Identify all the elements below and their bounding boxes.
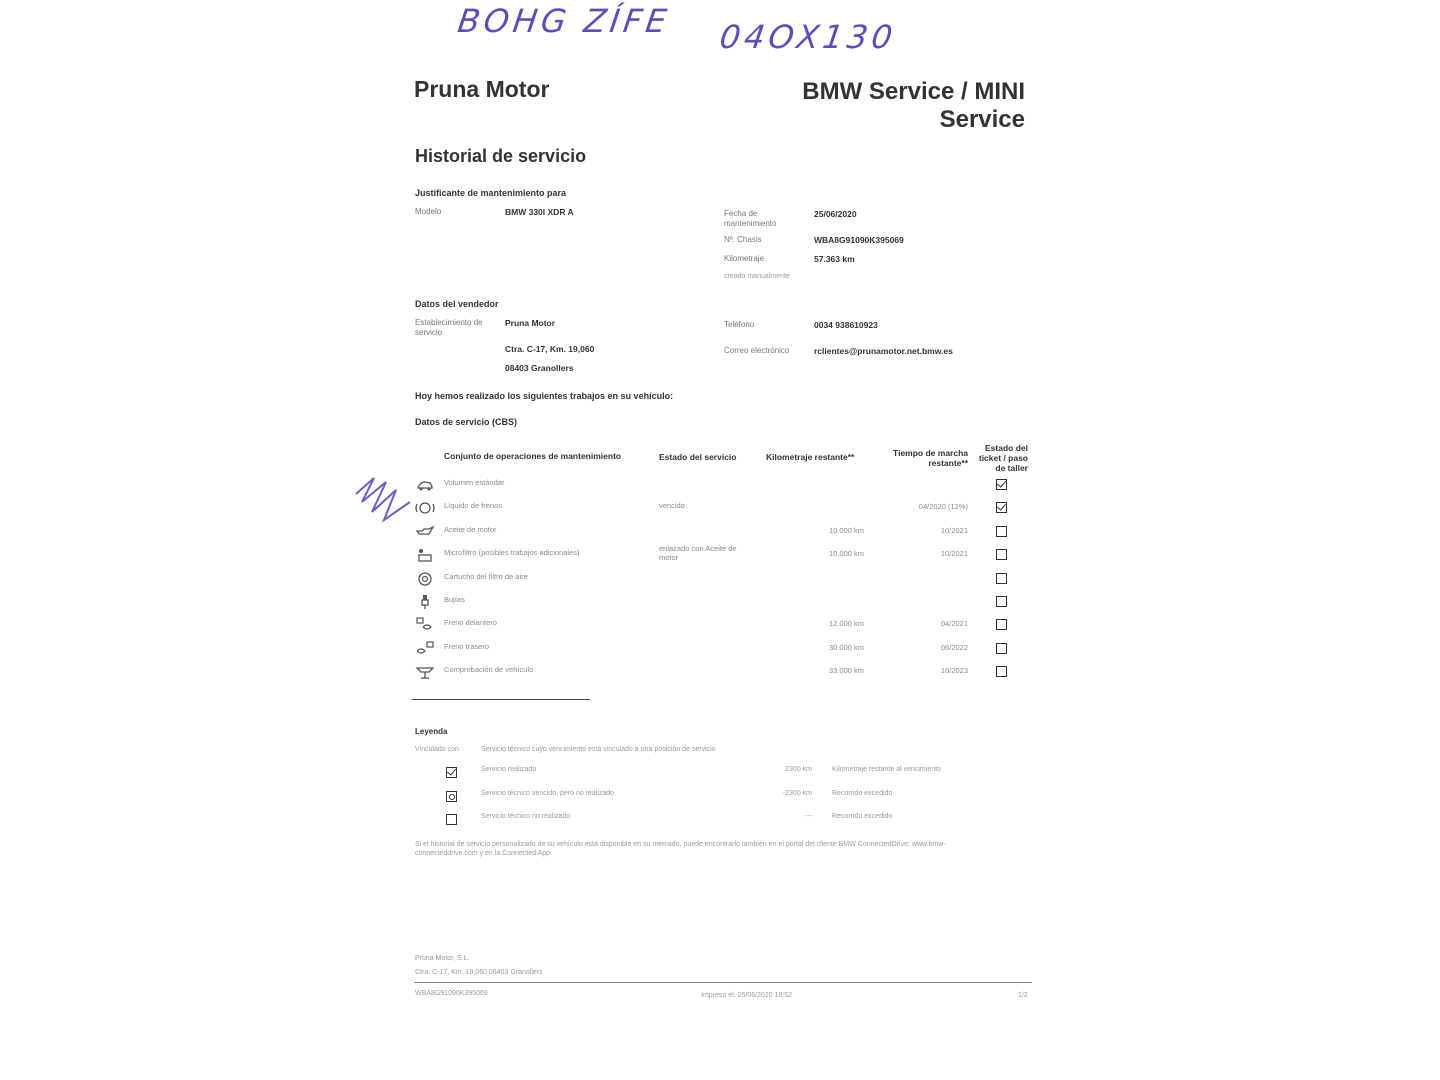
brand-line-2: Service <box>939 106 1025 133</box>
row-time: 04/2021 <box>940 619 968 628</box>
row-ticket-checkbox[interactable] <box>996 643 1007 654</box>
row-km: 33.000 km <box>828 666 864 675</box>
row-time: 10/2021 <box>940 549 968 558</box>
legend-title: Leyenda <box>415 727 448 736</box>
chassis-label: Nº. Chasis <box>724 235 762 244</box>
establishment-label: Establecimiento de servicio <box>415 318 483 337</box>
date-value: 25/06/2020 <box>814 209 857 219</box>
seller-name: Pruna Motor <box>505 318 556 328</box>
row-label: Cartucho del filtro de aire <box>444 572 528 581</box>
seller-street: Ctra. C-17, Km. 19,060 <box>505 344 595 354</box>
email-value: rclientes@prunamotor.net.bmw.es <box>814 346 953 356</box>
model-value: BMW 330I XDR A <box>505 207 574 217</box>
row-ticket-checkbox[interactable] <box>996 619 1007 630</box>
page-title: Historial de servicio <box>415 146 587 166</box>
row-time: 06/2022 <box>940 643 968 652</box>
handwritten-code: 04OX130 <box>717 18 899 56</box>
col-km-header: Kilometraje restante** <box>766 452 855 462</box>
phone-value: 0034 938610923 <box>814 320 878 330</box>
dealer-name: Pruna Motor <box>414 76 550 102</box>
col-ticket-header: Estado del ticket / paso de taller <box>978 443 1028 473</box>
legend-meaning: Recorrido excedido <box>832 813 893 820</box>
mileage-label: Kilometraje <box>724 254 765 263</box>
row-status: enlazado con Aceite de motor <box>659 544 737 562</box>
row-time: 10/2021 <box>940 526 968 535</box>
front-brake-icon <box>415 617 435 633</box>
footer-chassis: WBA8G91090K395069 <box>415 990 488 997</box>
legend-km: 2300 km <box>785 766 812 773</box>
row-ticket-checkbox[interactable] <box>996 549 1007 560</box>
manual-note: creado manualmente <box>724 273 790 280</box>
handwritten-scribble <box>352 472 422 528</box>
legend-linked-text: Servicio técnico cuyo vencimiento está vinculado a otra posición de servicio <box>481 746 716 753</box>
col-operation-header: Conjunto de operaciones de mantenimiento <box>444 451 622 461</box>
row-km: 30.000 km <box>828 643 864 652</box>
microfilter-icon <box>415 547 435 563</box>
row-label: Freno delantero <box>444 618 497 627</box>
row-label: Bujías <box>444 595 465 604</box>
col-time-header: Tiempo de marcha restante** <box>893 448 968 468</box>
legend-linked-label: Vinculado con <box>415 746 459 753</box>
row-ticket-checkbox[interactable] <box>996 573 1007 584</box>
row-ticket-checkbox[interactable] <box>996 502 1007 513</box>
legend-text: Servicio técnico vencido, pero no realizado <box>481 790 615 797</box>
col-status-header: Estado del servicio <box>659 452 737 462</box>
legend-text: Servicio técnico no realizado <box>481 813 571 820</box>
row-time: 04/2020 (12%) <box>918 502 968 511</box>
legend-text: Servicio realizado <box>481 766 537 773</box>
legend-meaning: Recorrido excedido <box>832 790 893 797</box>
row-label: Aceite de motor <box>444 525 497 534</box>
rear-brake-icon <box>415 641 435 657</box>
row-label: Microfiltro (posibles trabajos adicionales) <box>444 548 580 557</box>
row-ticket-checkbox[interactable] <box>996 596 1007 607</box>
legend-km: --- <box>805 813 812 820</box>
vehicle-check-icon <box>415 664 435 680</box>
row-label: Volumen estándar <box>444 478 505 487</box>
cbs-section-title: Datos de servicio (CBS) <box>415 417 518 427</box>
seller-section-title: Datos del vendedor <box>415 299 499 309</box>
footer-page: 1/2 <box>1018 992 1028 999</box>
row-time: 10/2023 <box>940 666 968 675</box>
email-label: Correo electrónico <box>724 346 790 355</box>
row-status: vencido <box>659 501 685 510</box>
row-km: 10.000 km <box>828 549 864 558</box>
row-label: Comprobación de vehículo <box>444 665 534 674</box>
row-km: 12.000 km <box>828 619 864 628</box>
legend-checkbox <box>446 767 457 778</box>
footer-printed: Impreso el: 25/06/2020 18:52 <box>701 992 793 999</box>
vehicle-section-title: Justificante de mantenimiento para <box>415 188 567 198</box>
model-label: Modelo <box>415 207 442 216</box>
row-ticket-checkbox[interactable] <box>996 526 1007 537</box>
footer-address: Ctra. C-17, Km. 19,060 08403 Granollers <box>415 969 543 976</box>
legend-footnote: Si el historial de servicio personalizado de su vehículo está disponible en su mercado, puede encontrarlo también en el portal del cliente BMW ConnectedDrive: www.bmw-connecteddrive.com y en la Connected App <box>415 841 946 857</box>
row-label: Líquido de frenos <box>444 501 502 510</box>
footer-company: Pruna Motor, S.L. <box>415 955 470 962</box>
brand-line-1: BMW Service / MINI <box>802 78 1025 105</box>
phone-label: Teléfono <box>724 320 755 329</box>
handwritten-plate: BOHG ZÍFE <box>455 2 673 40</box>
seller-city: 08403 Granollers <box>505 363 574 373</box>
legend-checkbox <box>446 791 457 802</box>
table-end-rule <box>412 699 590 700</box>
mileage-value: 57.363 km <box>814 254 855 264</box>
footer-rule <box>414 982 1032 983</box>
row-label: Freno trasero <box>444 642 490 651</box>
row-km: 10.000 km <box>828 526 864 535</box>
work-intro: Hoy hemos realizado los siguientes trabajos en su vehículo: <box>415 391 674 401</box>
spark-plug-icon <box>415 594 435 610</box>
legend-meaning: Kilometraje restante al vencimiento <box>832 766 941 773</box>
row-ticket-checkbox[interactable] <box>996 479 1007 490</box>
legend-km: -2300 km <box>782 790 812 797</box>
chassis-value: WBA8G91090K395069 <box>814 235 904 245</box>
air-filter-icon <box>415 571 435 587</box>
brand-heading <box>760 78 1025 134</box>
date-label: Fecha de mantenimiento <box>724 209 777 228</box>
row-ticket-checkbox[interactable] <box>996 666 1007 677</box>
legend-checkbox <box>446 814 457 825</box>
